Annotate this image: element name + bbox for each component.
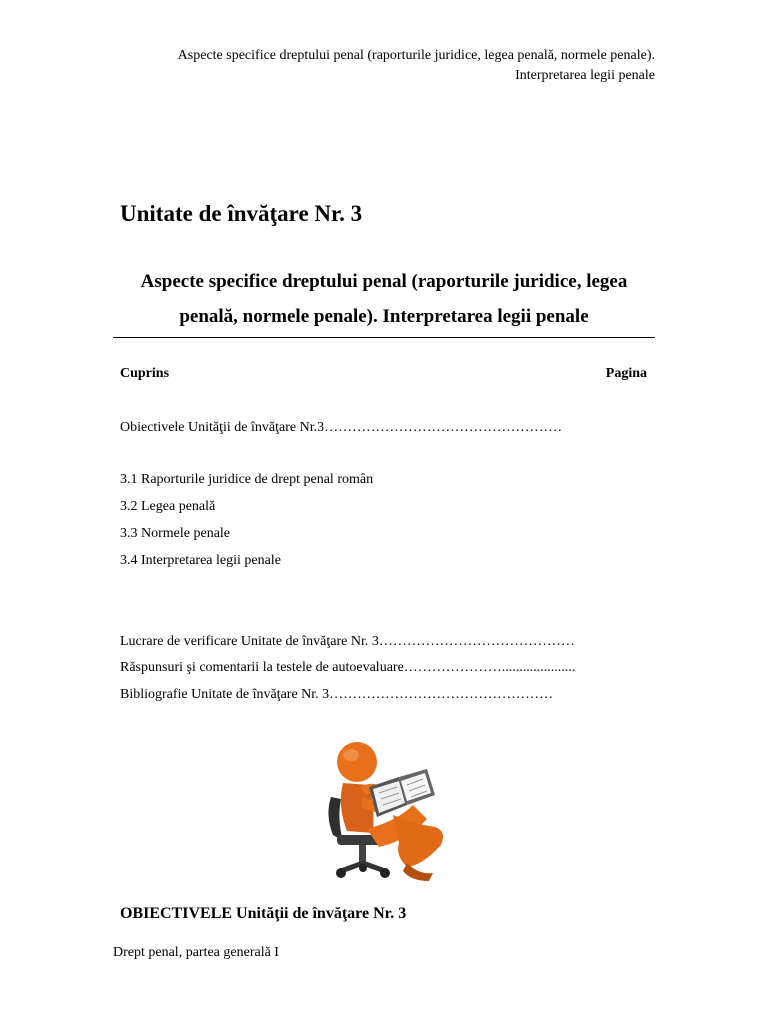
toc-section-entry: 3.3 Normele penale [120, 526, 231, 541]
toc-section-entry: 3.2 Legea penală [120, 499, 216, 514]
subtitle-line-1: Aspecte specifice dreptului penal (raporturile juridice, legea [140, 271, 628, 292]
title-divider [113, 337, 655, 338]
toc-page-label: Pagina [605, 366, 647, 381]
subtitle-line-2: penală, normele penale). Interpretarea legii penale [179, 306, 589, 327]
toc-section-entry: 3.1 Raporturile juridice de drept penal român [120, 472, 374, 487]
book-shape [369, 769, 435, 817]
running-header-line-1: Aspecte specifice dreptului penal (raporturile juridice, legea penală, normele penale). [177, 48, 655, 63]
unit-title: Unitate de învăţare Nr. 3 [120, 201, 363, 226]
reading-figure-icon [323, 735, 453, 883]
toc-section-entry: 3.4 Interpretarea legii penale [120, 553, 281, 568]
objectives-heading: OBIECTIVELE Unităţii de învăţare Nr. 3 [120, 905, 407, 922]
toc-bibliography-entry: Bibliografie Unitate de învăţare Nr. 3………………………………………… [120, 687, 554, 702]
toc-contents-label: Cuprins [120, 366, 170, 381]
running-header-line-2: Interpretarea legii penale [515, 68, 655, 83]
page-footer: Drept penal, partea generală I [113, 945, 279, 960]
toc-answers-entry: Răspunsuri şi comentarii la testele de autoevaluare…………………..................... [120, 660, 576, 675]
toc-verification-entry: Lucrare de verificare Unitate de învăţare Nr. 3…………………………………… [120, 634, 575, 649]
toc-objectives-entry: Obiectivele Unităţii de învăţare Nr.3…………………………………………… [120, 420, 563, 435]
